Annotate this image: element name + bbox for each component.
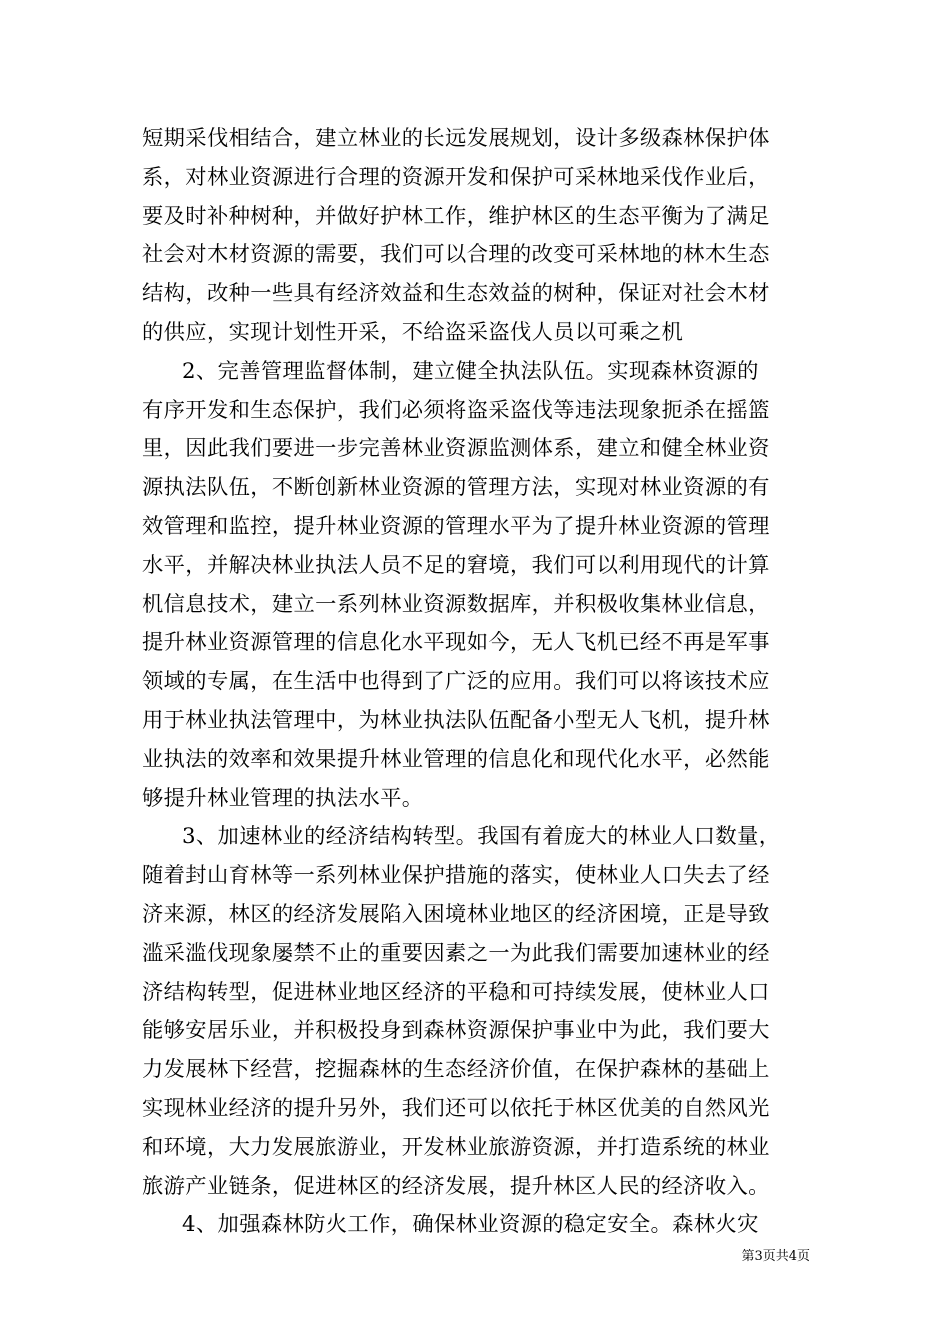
text-line: 力发展林下经营，挖掘森林的生态经济价值，在保护森林的基础上 [142,1057,770,1083]
text-line: 用于林业执法管理中，为林业执法队伍配备小型无人飞机，提升林 [142,707,770,733]
paragraph-start-line: 3、加速林业的经济结构转型。我国有着庞大的林业人口数量， [182,824,781,850]
text-line: 的供应，实现计划性开采，不给盗采盗伐人员以可乘之机 [142,319,684,345]
text-line: 水平，并解决林业执法人员不足的窘境，我们可以利用现代的计算 [142,552,770,578]
text-line: 旅游产业链条，促进林区的经济发展，提升林区人民的经济收入。 [142,1173,770,1199]
paragraph-start-line: 2、完善管理监督体制，建立健全执法队伍。实现森林资源的 [182,358,759,384]
text-line: 结构，改种一些具有经济效益和生态效益的树种，保证对社会木材 [142,281,770,307]
text-line: 源执法队伍，不断创新林业资源的管理方法，实现对林业资源的有 [142,475,770,501]
text-line: 提升林业资源管理的信息化水平现如今，无人飞机已经不再是军事 [142,630,770,656]
text-line: 实现林业经济的提升另外，我们还可以依托于林区优美的自然风光 [142,1095,770,1121]
text-line: 够提升林业管理的执法水平。 [142,785,424,811]
paragraph-start-line: 4、加强森林防火工作，确保林业资源的稳定安全。森林火灾 [182,1212,759,1238]
document-body [142,120,832,1245]
text-line: 领域的专属，在生活中也得到了广泛的应用。我们可以将该技术应 [142,669,770,695]
text-line: 和环境，大力发展旅游业，开发林业旅游资源，并打造系统的林业 [142,1134,770,1160]
text-line: 短期采伐相结合，建立林业的长远发展规划，设计多级森林保护体 [142,126,770,151]
text-line: 济来源，林区的经济发展陷入困境林业地区的经济困境，正是导致 [142,901,770,927]
text-line: 效管理和监控，提升林业资源的管理水平为了提升林业资源的管理 [142,513,770,539]
text-line: 社会对木材资源的需要，我们可以合理的改变可采林地的林木生态 [142,242,770,268]
text-line: 要及时补种树种，并做好护林工作，维护林区的生态平衡为了满足 [142,203,770,229]
text-line: 滥采滥伐现象屡禁不止的重要因素之一为此我们需要加速林业的经 [142,940,770,966]
text-line: 济结构转型，促进林业地区经济的平稳和可持续发展，使林业人口 [142,979,770,1005]
text-line: 业执法的效率和效果提升林业管理的信息化和现代化水平，必然能 [142,746,770,772]
text-line: 系，对林业资源进行合理的资源开发和保护可采林地采伐作业后， [142,164,770,190]
text-line: 有序开发和生态保护，我们必须将盗采盗伐等违法现象扼杀在摇篮 [142,397,770,423]
page-number: 第3页共4页 [741,1249,810,1264]
text-line: 随着封山育林等一系列林业保护措施的落实，使林业人口失去了经 [142,863,770,889]
text-line: 机信息技术，建立一系列林业资源数据库，并积极收集林业信息， [142,591,770,617]
text-line: 里，因此我们要进一步完善林业资源监测体系，建立和健全林业资 [142,436,770,462]
text-line: 能够安居乐业，并积极投身到森林资源保护事业中为此，我们要大 [142,1018,770,1044]
